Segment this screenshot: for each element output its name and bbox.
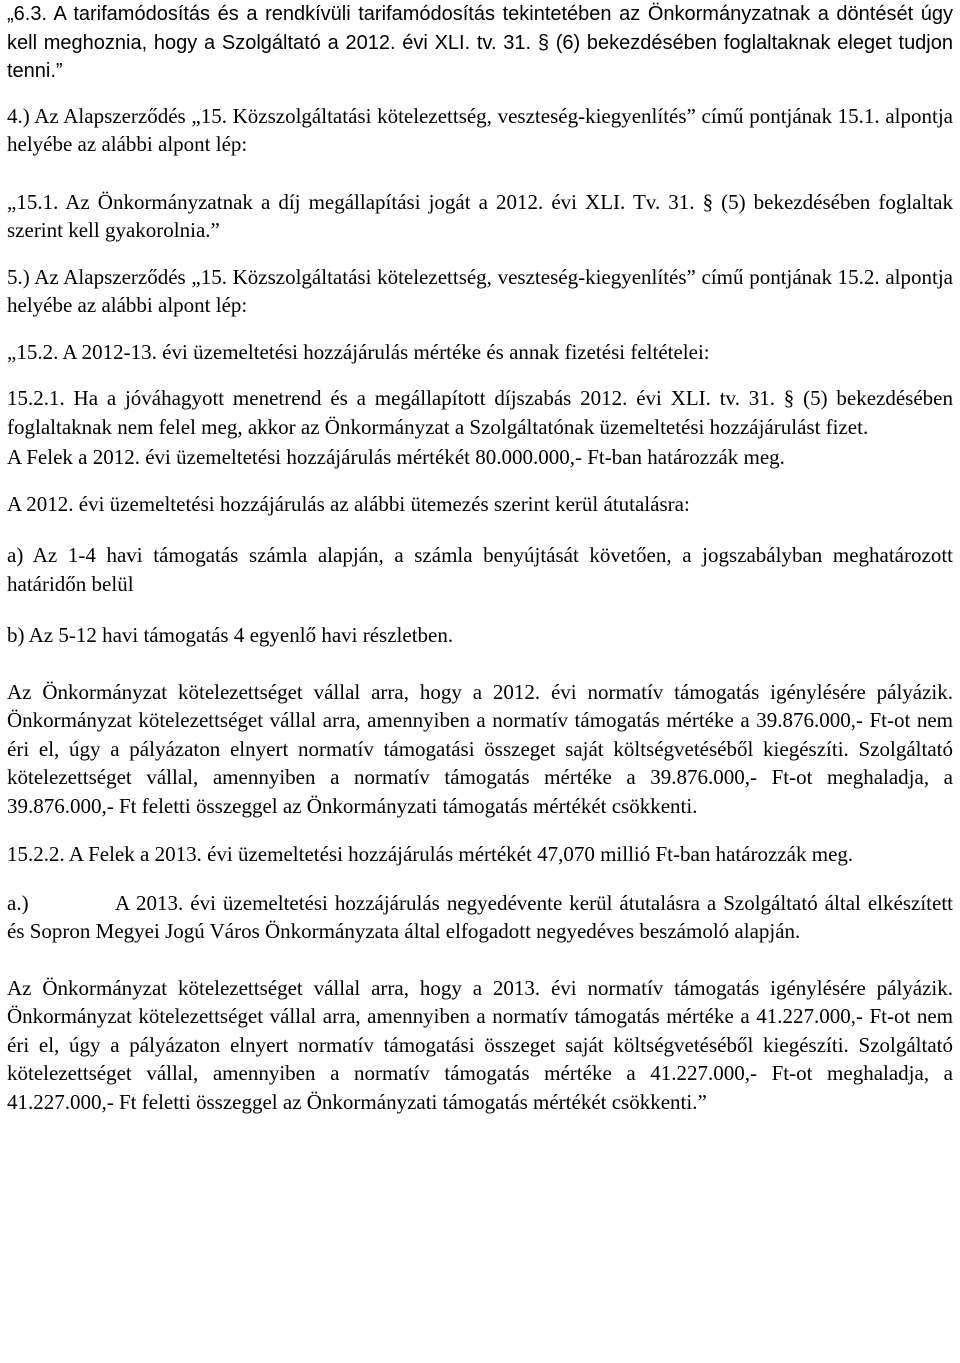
paragraph-15-2-1: 15.2.1. Ha a jóváhagyott menetrend és a megállapított díjszabás 2012. évi XLI. tv. 31. § (5) bekezdésében foglaltaknak nem felel meg, akkor az Önkormányzat a Szolgáltatónak üzemeltetési hozzájárulást fizet.: [7, 386, 953, 439]
paragraph-utemezes: A 2012. évi üzemeltetési hozzájárulás az alábbi ütemezés szerint kerül átutalásra:: [7, 491, 690, 516]
paragraph-vallal-2013: Az Önkormányzat kötelezettséget vállal arra, hogy a 2013. évi normatív támogatás igénylésére pályázik. Önkormányzat kötelezettséget vállal arra, amennyiben a normatív támogatás mértéke a 41.227.000,- Ft-ot nem éri el, úgy a pályázaton elnyert normatív támogatási összeget saját költségvetéséből kiegészíti. Szolgáltató kötelezettséget vállal, amennyiben a normatív támogatás mértéke a 41.227.000,- Ft-ot meghaladja, a 41.227.000,- Ft feletti összeggel az Önkormányzati támogatás mértékét csökkenti.”: [7, 975, 953, 1114]
list-label: a.): [7, 890, 29, 915]
paragraph-15-2: „15.2. A 2012-13. évi üzemeltetési hozzájárulás mértéke és annak fizetési feltételei:: [7, 339, 710, 364]
list-item-a: a) Az 1-4 havi támogatás számla alapján, a számla benyújtását követően, a jogszabályban meghatározott határidőn belül: [7, 543, 953, 596]
paragraph-vallal-2012: Az Önkormányzat kötelezettséget vállal arra, hogy a 2012. évi normatív támogatás igénylésére pályázik. Önkormányzat kötelezettséget vállal arra, amennyiben a normatív támogatás mértéke a 39.876.000,- Ft-ot nem éri el, úgy a pályázaton elnyert normatív támogatási összeget saját költségvetéséből kiegészíti. Szolgáltató kötelezettséget vállal, amennyiben a normatív támogatás mértéke a 39.876.000,- Ft-ot meghaladja, a 39.876.000,- Ft feletti összeggel az Önkormányzati támogatás mértékét csökkenti.: [7, 679, 953, 818]
paragraph-5: 5.) Az Alapszerződés „15. Közszolgáltatási kötelezettség, veszteség-kiegyenlítés” című pontjának 15.2. alpontja helyébe az alábbi alpont lép:: [7, 264, 953, 317]
paragraph-felek-2012: A Felek a 2012. évi üzemeltetési hozzájárulás mértékét 80.000.000,- Ft-ban határozzák meg.: [7, 445, 785, 469]
paragraph-6-3: „6.3. A tarifamódosítás és a rendkívüli tarifamódosítás tekintetében az Önkormányzatnak a döntését úgy kell meghoznia, hogy a Szolgáltató a 2012. évi XLI. tv. 31. § (6) bekezdésében foglaltaknak eleget tudjon tenni.”: [7, 3, 953, 82]
document-page: [7, 0, 953, 1116]
paragraph-15-1: „15.1. Az Önkormányzatnak a díj megállapítási jogát a 2012. évi XLI. Tv. 31. § (5) bekezdésében foglaltak szerint kell gyakorolnia.”: [7, 189, 953, 242]
paragraph-4: 4.) Az Alapszerződés „15. Közszolgáltatási kötelezettség, veszteség-kiegyenlítés” című pontjának 15.1. alpontja helyébe az alábbi alpont lép:: [7, 103, 953, 156]
list-item-a-2013: [7, 889, 953, 946]
list-text: A 2013. évi üzemeltetési hozzájárulás negyedévente kerül átutalásra a Szolgáltató által elkészített és Sopron Megyei Jogú Város Önkormányzata által elfogadott negyedéves beszámoló alapján.: [7, 890, 953, 943]
list-item-b: b) Az 5-12 havi támogatás 4 egyenlő havi részletben.: [7, 623, 454, 647]
paragraph-15-2-2: 15.2.2. A Felek a 2013. évi üzemeltetési hozzájárulás mértékét 47,070 millió Ft-ban határozzák meg.: [7, 842, 854, 866]
